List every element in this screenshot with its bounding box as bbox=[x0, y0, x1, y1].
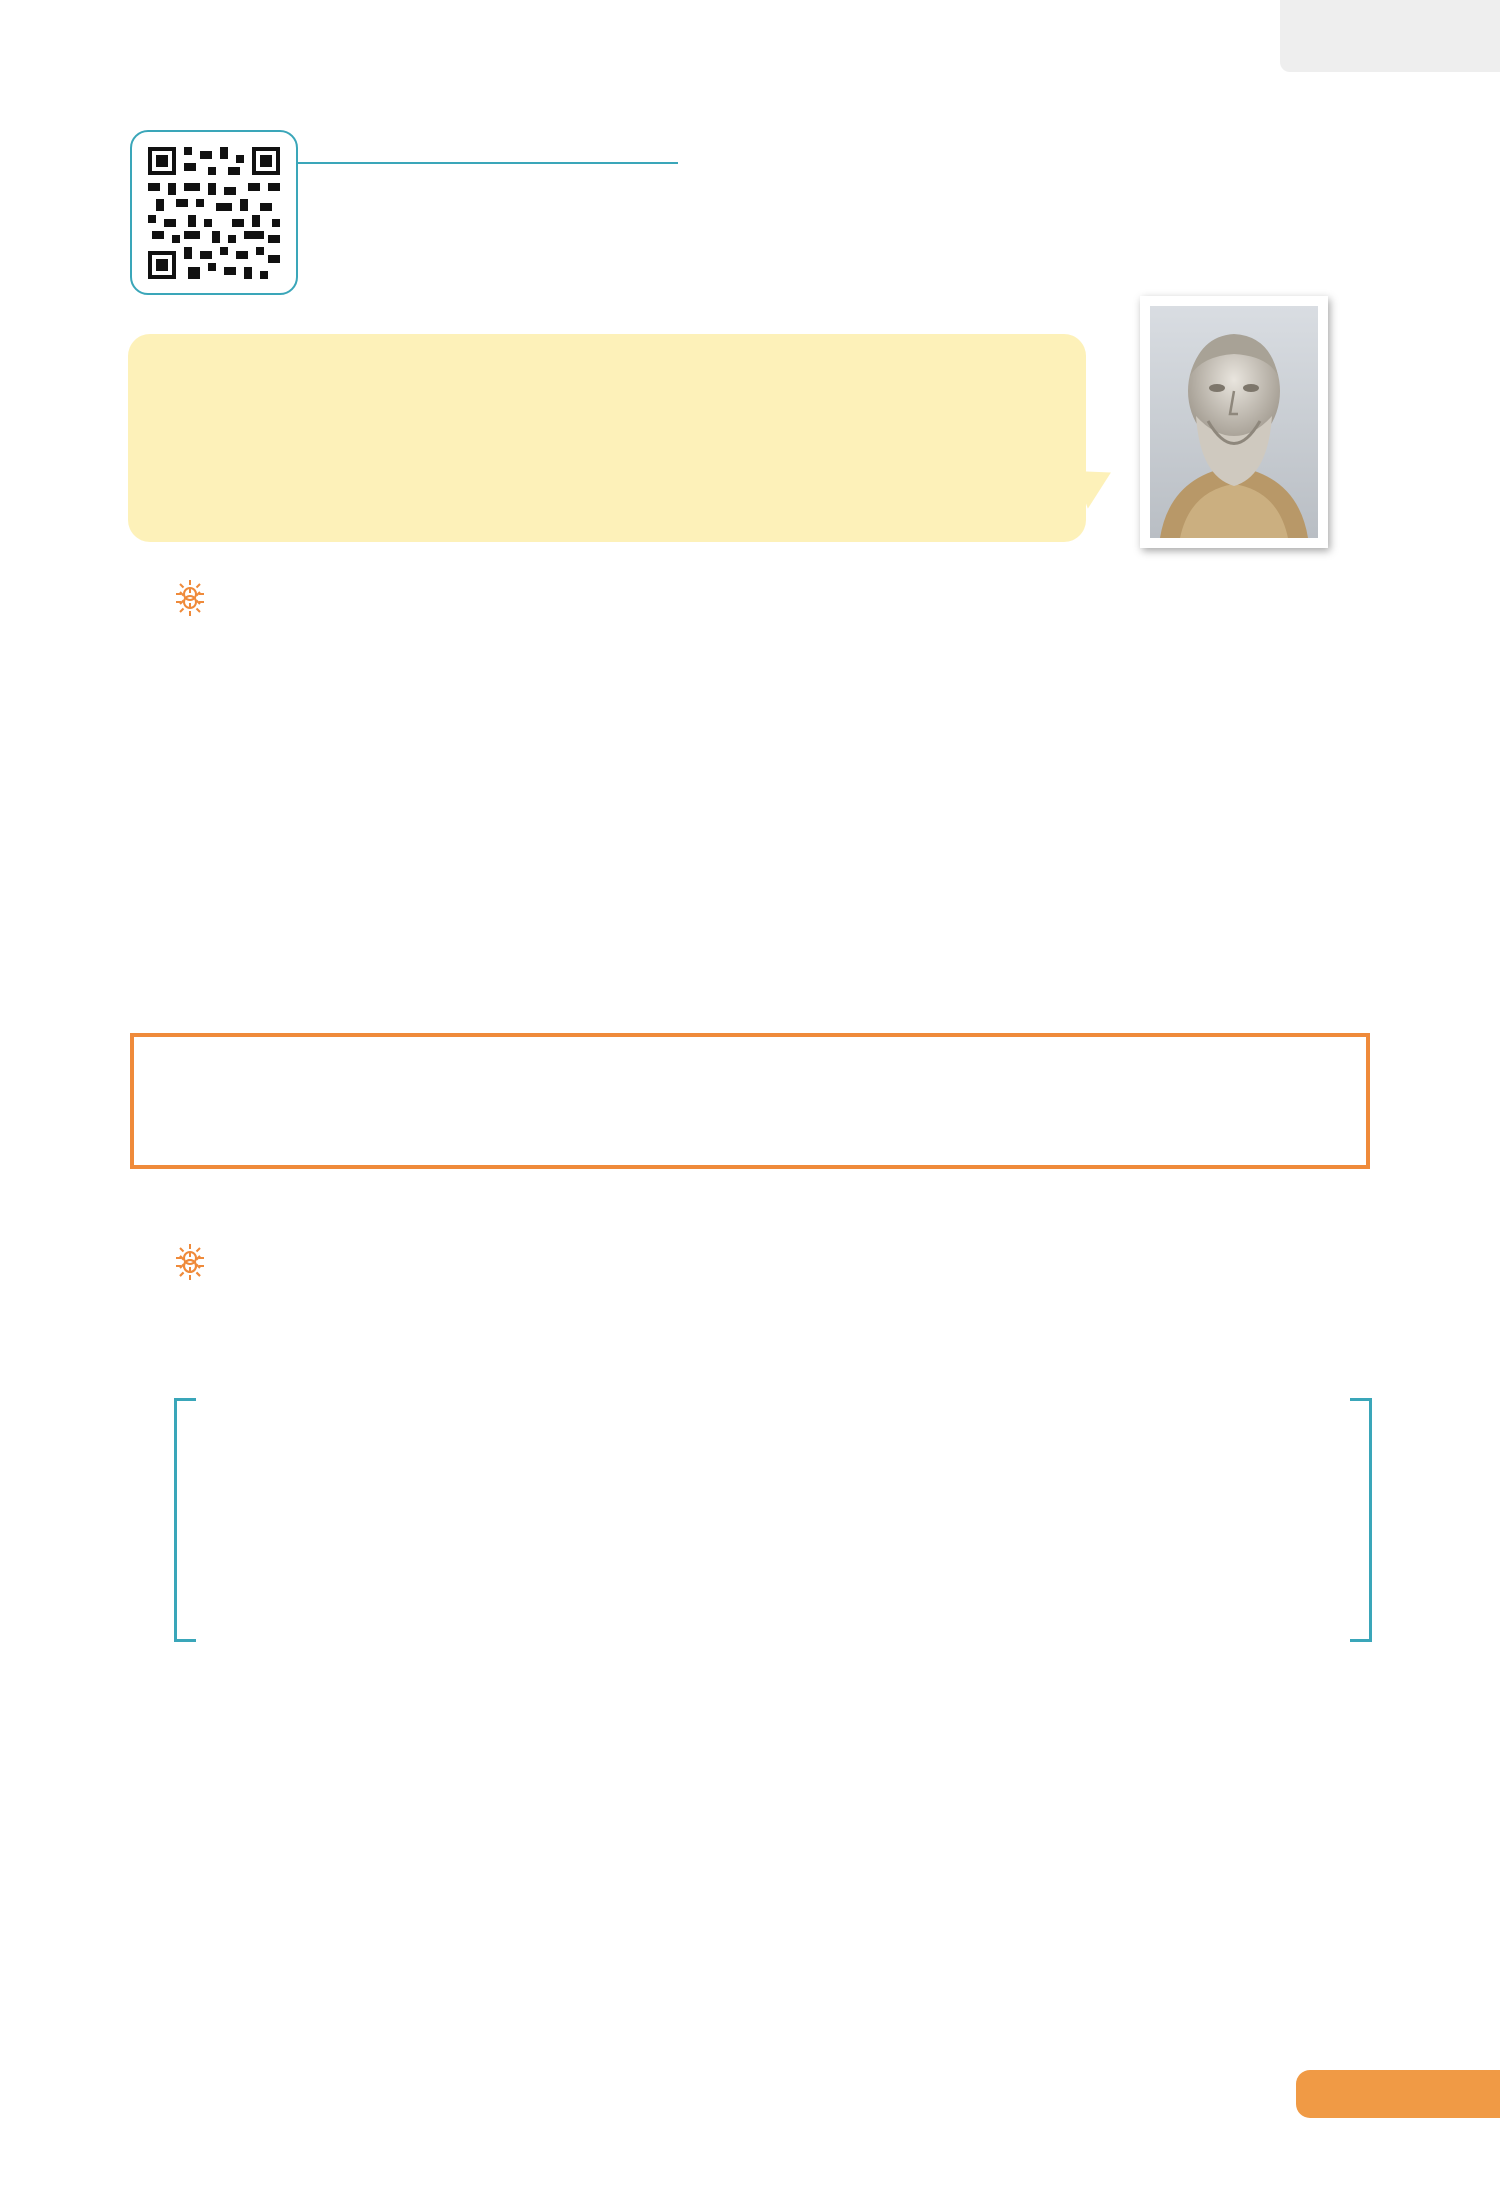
word-cloud bbox=[174, 1398, 1372, 1642]
sun-bullet-icon bbox=[174, 1250, 206, 1282]
intro-questions bbox=[174, 574, 1374, 582]
bust-image-icon bbox=[1150, 306, 1318, 538]
aristotle-portrait bbox=[1140, 296, 1328, 548]
bottom-dashes-decoration bbox=[0, 2058, 1500, 2064]
toc-button[interactable] bbox=[1280, 0, 1500, 72]
definition-box bbox=[130, 1033, 1370, 1169]
left-bracket bbox=[174, 1398, 196, 1642]
sun-bullet-icon bbox=[174, 586, 206, 618]
page-number bbox=[1296, 2070, 1500, 2118]
task2-questions bbox=[174, 1238, 1374, 1246]
right-bracket bbox=[1350, 1398, 1372, 1642]
quote-bubble bbox=[128, 334, 1086, 542]
top-dots-decoration bbox=[20, 48, 1280, 74]
qr-connector-line bbox=[298, 162, 678, 164]
qr-code-icon bbox=[148, 147, 280, 279]
qr-code[interactable] bbox=[130, 130, 298, 295]
section-title bbox=[362, 186, 452, 242]
